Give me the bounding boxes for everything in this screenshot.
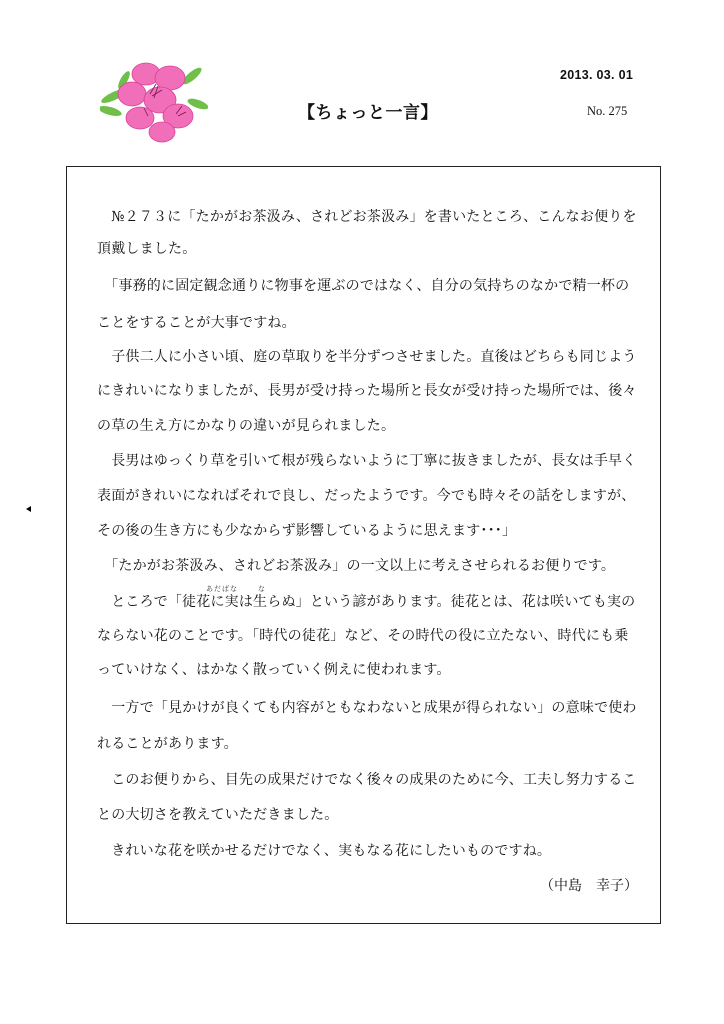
body-line: ならない花のことです。「時代の徒花」など、その時代の役に立たない、時代にも乗 [97,628,629,644]
body-line: っていけなく、はかなく散っていく例えに使われます。 [97,662,451,678]
body-line: の草の生え方にかなりの違いが見られました。 [97,418,396,434]
margin-arrow-marker [26,506,31,512]
body-line: 一方で「見かけが良くても内容がともなわないと成果が得られない」の意味で使わ [97,700,637,716]
body-line: 「たかがお茶汲み、されどお茶汲み」の一文以上に考えさせられるお便りです。 [97,558,616,574]
body-line: との大切さを教えていただきました。 [97,807,339,823]
body-line: その後の生き方にも少なからず影響しているように思えます･･･」 [97,523,517,539]
body-line: ところで「徒花に実は生らぬ」という諺があります。徒花とは、花は咲いても実の [97,594,636,610]
issue-date: 2013. 03. 01 [560,68,634,82]
ruby-annotation-na: な [258,585,266,593]
body-line: れることがあります。 [97,736,238,752]
issue-number: No. 275 [587,104,628,118]
ruby-annotation-adabana: あだばな [206,585,238,593]
azalea-flower-illustration [100,56,208,148]
body-line: にきれいになりましたが、長男が受け持った場所と長女が受け持った場所では、後々 [97,383,637,399]
body-line: 頂戴しました。 [97,241,197,257]
body-line: №２７３に「たかがお茶汲み、されどお茶汲み」を書いたところ、こんなお便りを [97,209,637,225]
body-line: ことをすることが大事ですね。 [97,315,296,331]
body-line: 長男はゆっくり草を引いて根が残らないように丁寧に抜きましたが、長女は手早く [97,453,637,469]
body-line: 子供二人に小さい頃、庭の草取りを半分ずつさせました。直後はどちらも同じよう [97,349,637,365]
body-line: 「事務的に固定観念通りに物事を運ぶのではなく、自分の気持ちのなかで精一杯の [97,278,630,294]
author-signature: （中島 幸子） [540,878,638,894]
page-title: 【ちょっと一言】 [298,103,438,123]
body-line: きれいな花を咲かせるだけでなく、実もなる花にしたいものですね。 [97,843,552,859]
body-line: 表面がきれいになればそれで良し、だったようです。今でも時々その話をしますが、 [97,488,636,504]
body-line: このお便りから、目先の成果だけでなく後々の成果のために今、工夫し努力するこ [97,772,637,788]
